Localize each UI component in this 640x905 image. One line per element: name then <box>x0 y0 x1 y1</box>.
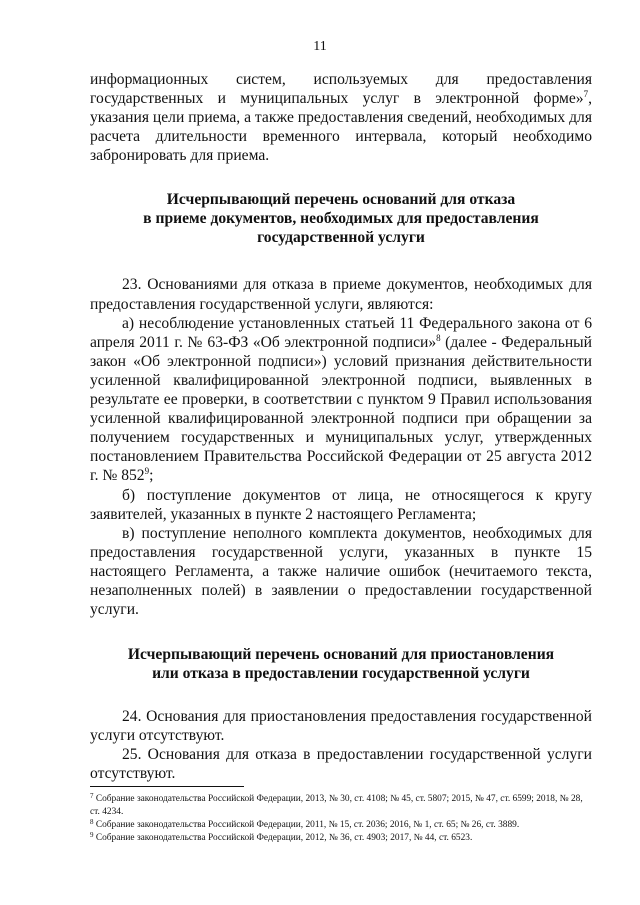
paragraph-23b: б) поступление документов от лица, не относящегося к кругу заявителей, указанных в пункте 2 настоящего Регламента; <box>90 486 592 523</box>
paragraph-23a <box>90 314 592 486</box>
footnote-mark: 7 <box>90 792 94 800</box>
footnote-text: Собрание законодательства Российской Федерации, 2012, № 36, ст. 4903; 2017, № 44, ст. 6523. <box>93 833 473 843</box>
heading-line: или отказа в предоставлении государственной услуги <box>152 665 530 683</box>
intro-paragraph <box>90 70 592 165</box>
paragraph-23a-text-end: ; <box>149 467 154 485</box>
paragraph-23a-text-middle: (далее - Федеральный закон «Об электронной подписи») условий признания действительности усиленной квалифицированной электронной подписи, выявленных в результате ее проверки, в соответствии с пунктом 9 Правил использования усиленной квалифицированной электронной подписи при обращении за получением государственных и муниципальных услуг, утвержденных постановлением Правительства Российской Федерации от 25 августа 2012 г. № 852 <box>90 333 592 485</box>
footnote-text: Собрание законодательства Российской Федерации, 2013, № 30, ст. 4108; № 45, ст. 5807; 2015, № 47, ст. 6599; 2018, № 28, ст. 4234. <box>90 794 583 817</box>
heading-line: Исчерпывающий перечень оснований для отказа <box>166 191 516 209</box>
paragraph-24: 24. Основания для приостановления предоставления государственной услуги отсутствуют. <box>90 708 592 745</box>
section-heading-refusal-documents <box>90 190 592 247</box>
paragraph-23: 23. Основаниями для отказа в приеме документов, необходимых для предоставления государственной услуги, являются: <box>90 276 592 313</box>
heading-line: в приеме документов, необходимых для предоставления <box>143 210 539 228</box>
footnote-ref-7: 7 <box>583 89 589 100</box>
heading-line: Исчерпывающий перечень оснований для приостановления <box>127 646 555 664</box>
footnote-9 <box>90 832 592 845</box>
footnote-ref-8: 8 <box>436 332 441 343</box>
document-body <box>90 70 592 784</box>
footnote-7 <box>90 793 592 819</box>
footnote-mark: 8 <box>90 818 94 826</box>
intro-text-end: , указания цели приема, а также предоставления сведений, необходимых для расчета длительности временного интервала, который необходимо забронировать для приема. <box>90 90 592 165</box>
footnote-ref-9: 9 <box>144 466 150 477</box>
paragraph-23c: в) поступление неполного комплекта документов, необходимых для предоставления государственной услуги, указанных в пункте 15 настоящего Регламента, а также наличие ошибок (нечитаемого текста, незаполненных полей) в заявлении о предоставлении государственной услуги. <box>90 524 592 619</box>
section-heading-suspension <box>90 645 592 683</box>
paragraph-25: 25. Основания для отказа в предоставлении государственной услуги отсутствуют. <box>90 746 592 783</box>
paragraph-23a-text-start: а) несоблюдение установленных статьей 11 Федерального закона от 6 апреля 2011 г. № 63-ФЗ «Об электронной подписи» <box>90 314 592 351</box>
footnote-8 <box>90 819 592 832</box>
heading-line: государственной услуги <box>257 229 425 247</box>
footnote-text: Собрание законодательства Российской Федерации, 2011, № 15, ст. 2036; 2016, № 1, ст. 65; № 26, ст. 3889. <box>93 820 520 830</box>
page-number: 11 <box>313 39 327 54</box>
footnote-mark: 9 <box>90 831 94 839</box>
intro-text-start: информационных систем, используемых для предоставления государственных и муниципальных услуг в электронной форме» <box>90 71 592 108</box>
footnote-separator <box>90 786 244 787</box>
footnotes <box>90 793 592 845</box>
